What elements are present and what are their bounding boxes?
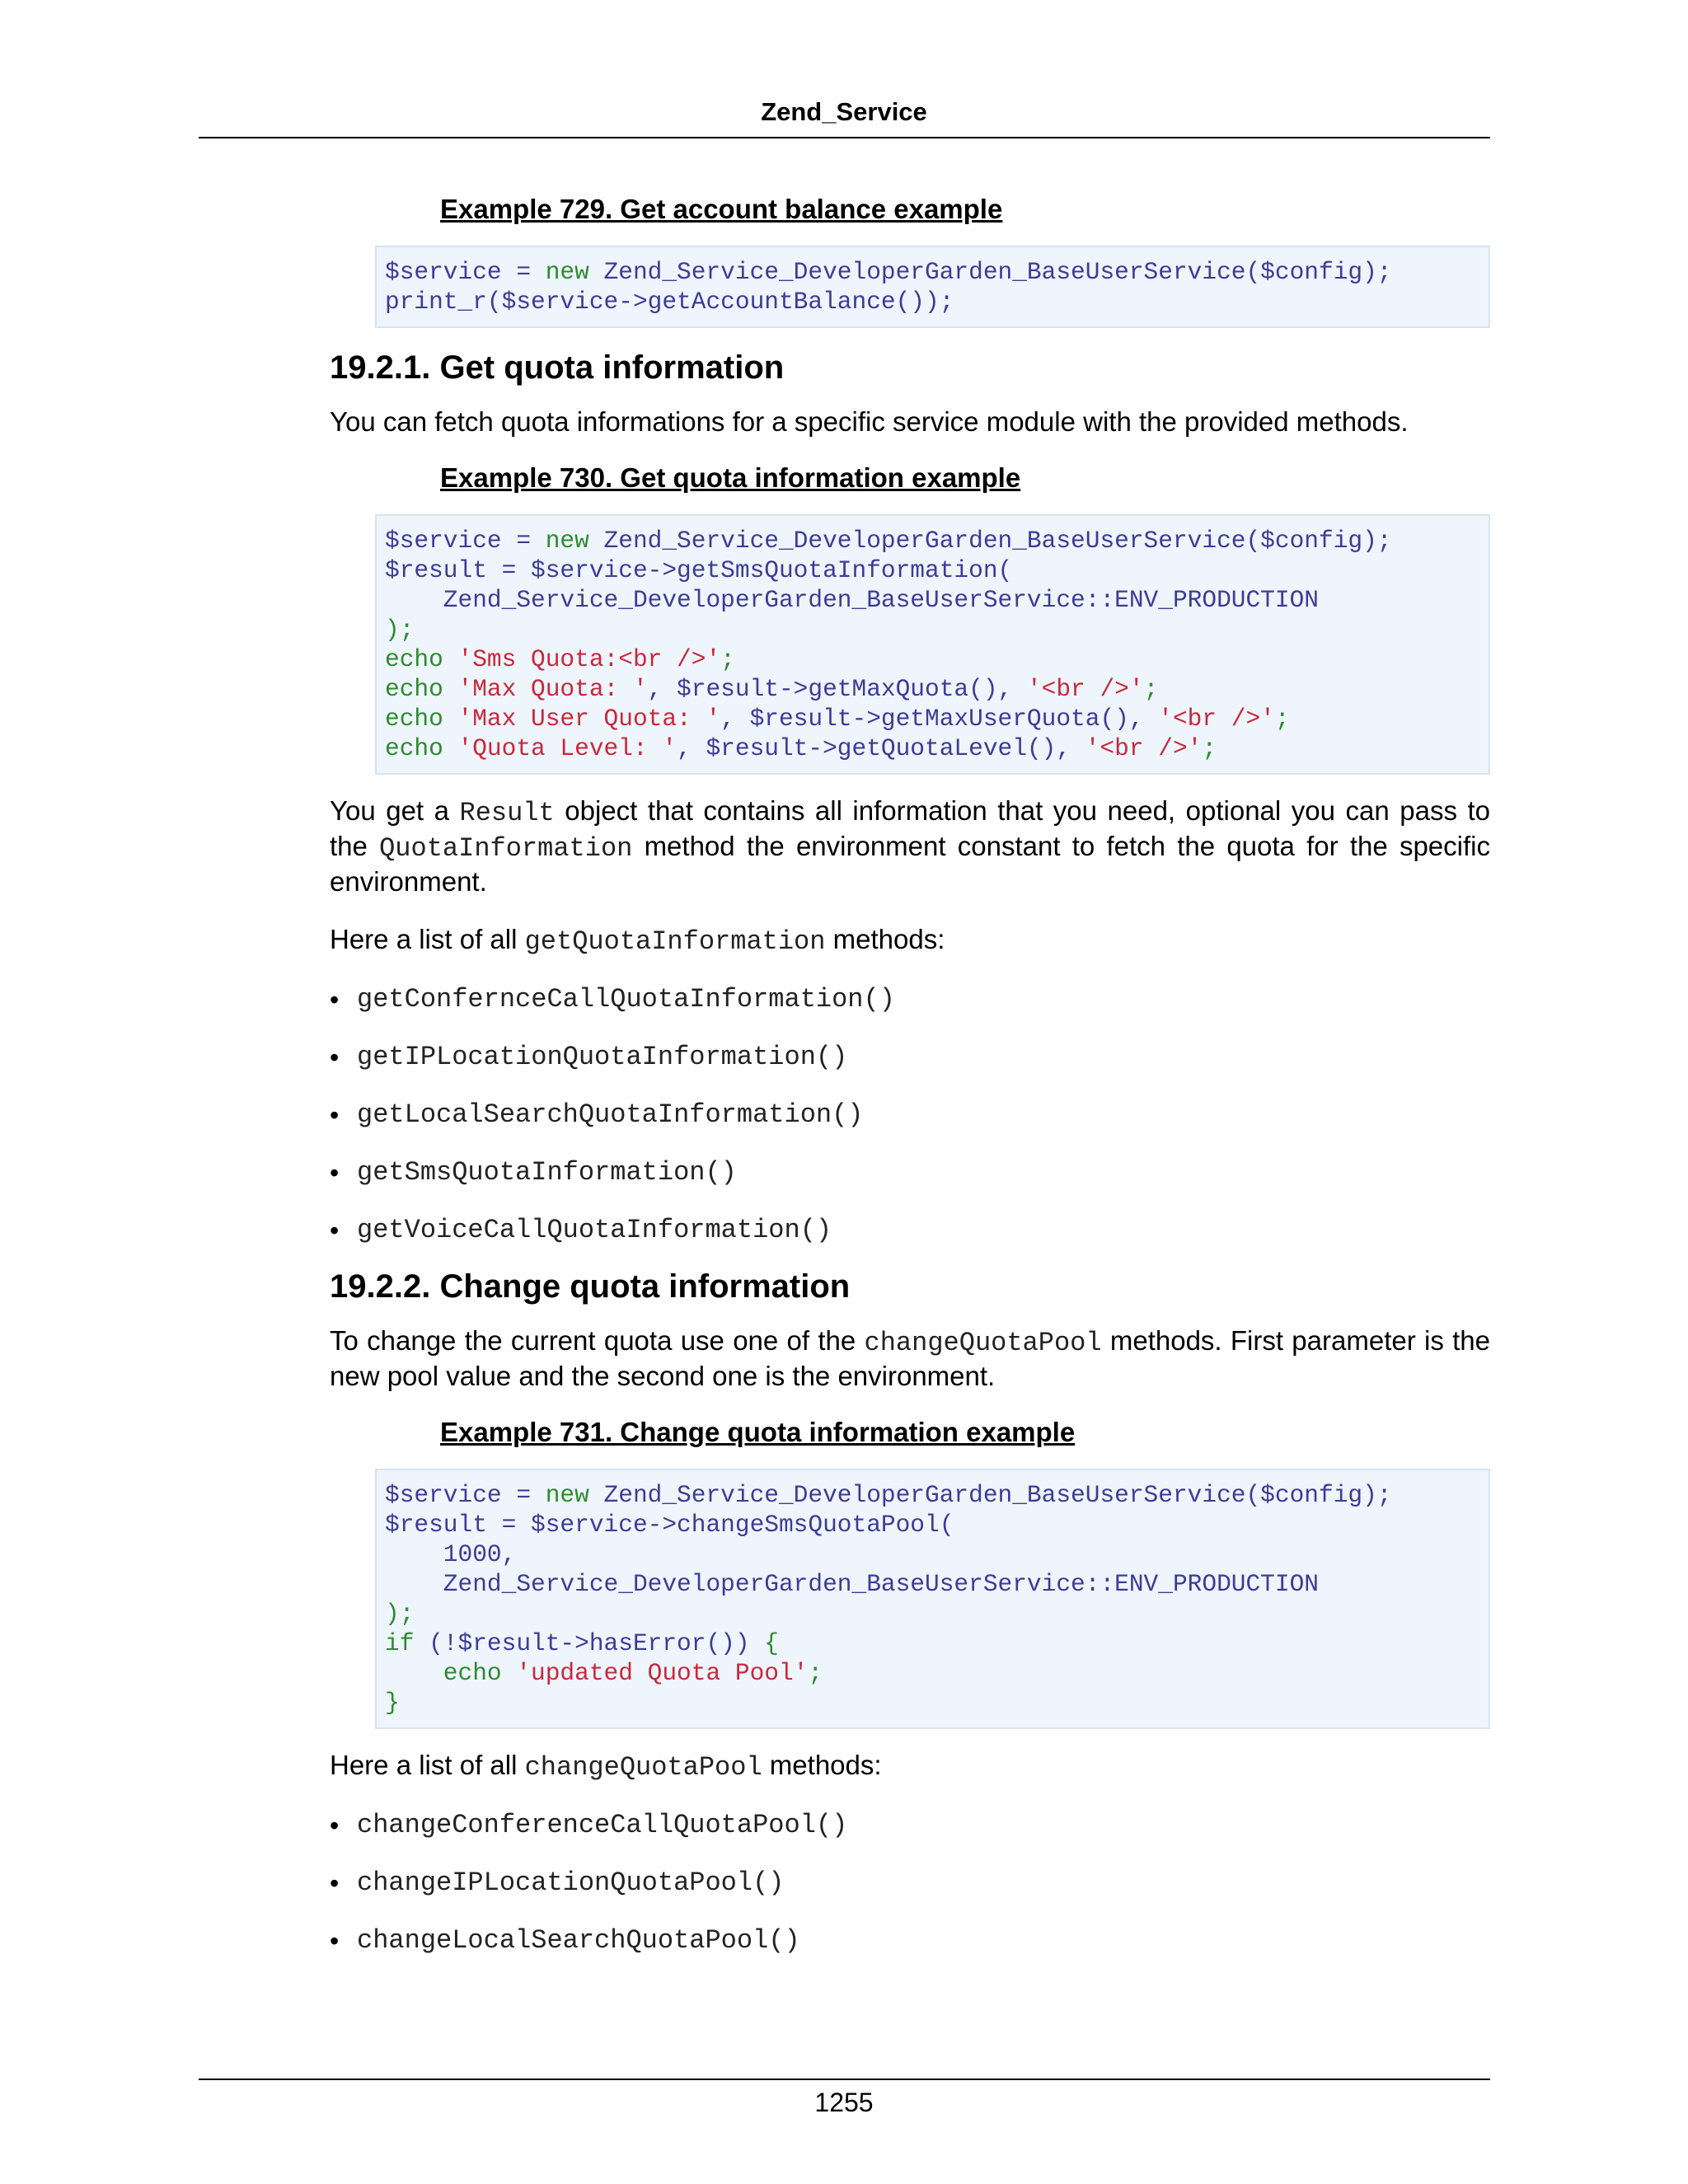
inline-code-changequotapool-2: changeQuotaPool <box>524 1752 762 1783</box>
list-item: • getLocalSearchQuotaInformation() <box>330 1099 864 1130</box>
section-19-2-2-intro: To change the current quota use one of the changeQuotaPool methods. First parameter is the new pool value and the second one is the environment. <box>330 1325 1490 1391</box>
footer-rule <box>199 2079 1490 2080</box>
inline-code-changequotapool: changeQuotaPool <box>864 1328 1102 1358</box>
inline-code-quotainformation: QuotaInformation <box>379 833 633 864</box>
list-item: • changeLocalSearchQuotaPool() <box>330 1925 800 1956</box>
get-methods-intro: Here a list of all getQuotaInformation methods: <box>330 924 945 957</box>
example-729-title: Example 729. Get account balance example <box>440 194 1003 224</box>
page-content <box>330 191 1490 1957</box>
result-paragraph: You get a Result object that contains all information that you need, optional you can pass to the QuotaInformation method the environment constant to fetch the quota for the specific environment. <box>330 795 1490 897</box>
list-item: • getVoiceCallQuotaInformation() <box>330 1215 832 1245</box>
list-item: • getConfernceCallQuotaInformation() <box>330 984 895 1015</box>
bullet-icon: • <box>330 1216 340 1245</box>
change-methods-intro: Here a list of all changeQuotaPool methods: <box>330 1750 882 1783</box>
list-item: • getIPLocationQuotaInformation() <box>330 1042 848 1072</box>
section-19-2-1-intro: You can fetch quota informations for a specific service module with the provided methods. <box>330 406 1409 437</box>
example-730-code: $service = new Zend_Service_DeveloperGarden_BaseUserService($config); $result = $service->getSmsQuotaInformation( Zend_Service_DeveloperGarden_BaseUserService::ENV_PRODUCTION ); echo 'Sms Quota:<br />'; echo 'Max Quota: ', $result->getMaxQuota(), '<br />'; echo 'Max User Quota: ', $result->getMaxUserQuota(), '<br />'; echo 'Quota Level: ', $result->getQuotaLevel(), '<br />'; <box>375 514 1490 775</box>
change-methods-list <box>330 1809 1490 1957</box>
inline-code-getquotainformation: getQuotaInformation <box>524 926 826 957</box>
bullet-icon: • <box>330 1043 340 1072</box>
bullet-icon: • <box>330 1100 340 1130</box>
bullet-icon: • <box>330 1811 340 1840</box>
header-rule <box>199 137 1490 138</box>
example-730-title: Example 730. Get quota information example <box>440 462 1021 493</box>
list-item: • changeConferenceCallQuotaPool() <box>330 1810 848 1840</box>
running-header: Zend_Service <box>761 97 927 126</box>
page-number: 1255 <box>814 2088 874 2117</box>
example-731-title: Example 731. Change quota information example <box>440 1417 1076 1447</box>
example-731-code: $service = new Zend_Service_DeveloperGarden_BaseUserService($config); $result = $service->changeSmsQuotaPool( 1000, Zend_Service_DeveloperGarden_BaseUserService::ENV_PRODUCTION ); if (!$result->hasError()) { echo 'updated Quota Pool'; } <box>375 1469 1490 1729</box>
bullet-icon: • <box>330 1158 340 1188</box>
bullet-icon: • <box>330 1868 340 1898</box>
example-729-code: $service = new Zend_Service_DeveloperGarden_BaseUserService($config); print_r($service->getAccountBalance()); <box>375 246 1490 328</box>
section-19-2-1-heading: 19.2.1. Get quota information <box>330 349 785 386</box>
bullet-icon: • <box>330 1926 340 1956</box>
inline-code-result: Result <box>459 798 555 828</box>
section-19-2-2-heading: 19.2.2. Change quota information <box>330 1268 851 1305</box>
list-item: • getSmsQuotaInformation() <box>330 1157 737 1188</box>
get-methods-list <box>330 983 1490 1247</box>
list-item: • changeIPLocationQuotaPool() <box>330 1868 785 1898</box>
bullet-icon: • <box>330 985 340 1015</box>
